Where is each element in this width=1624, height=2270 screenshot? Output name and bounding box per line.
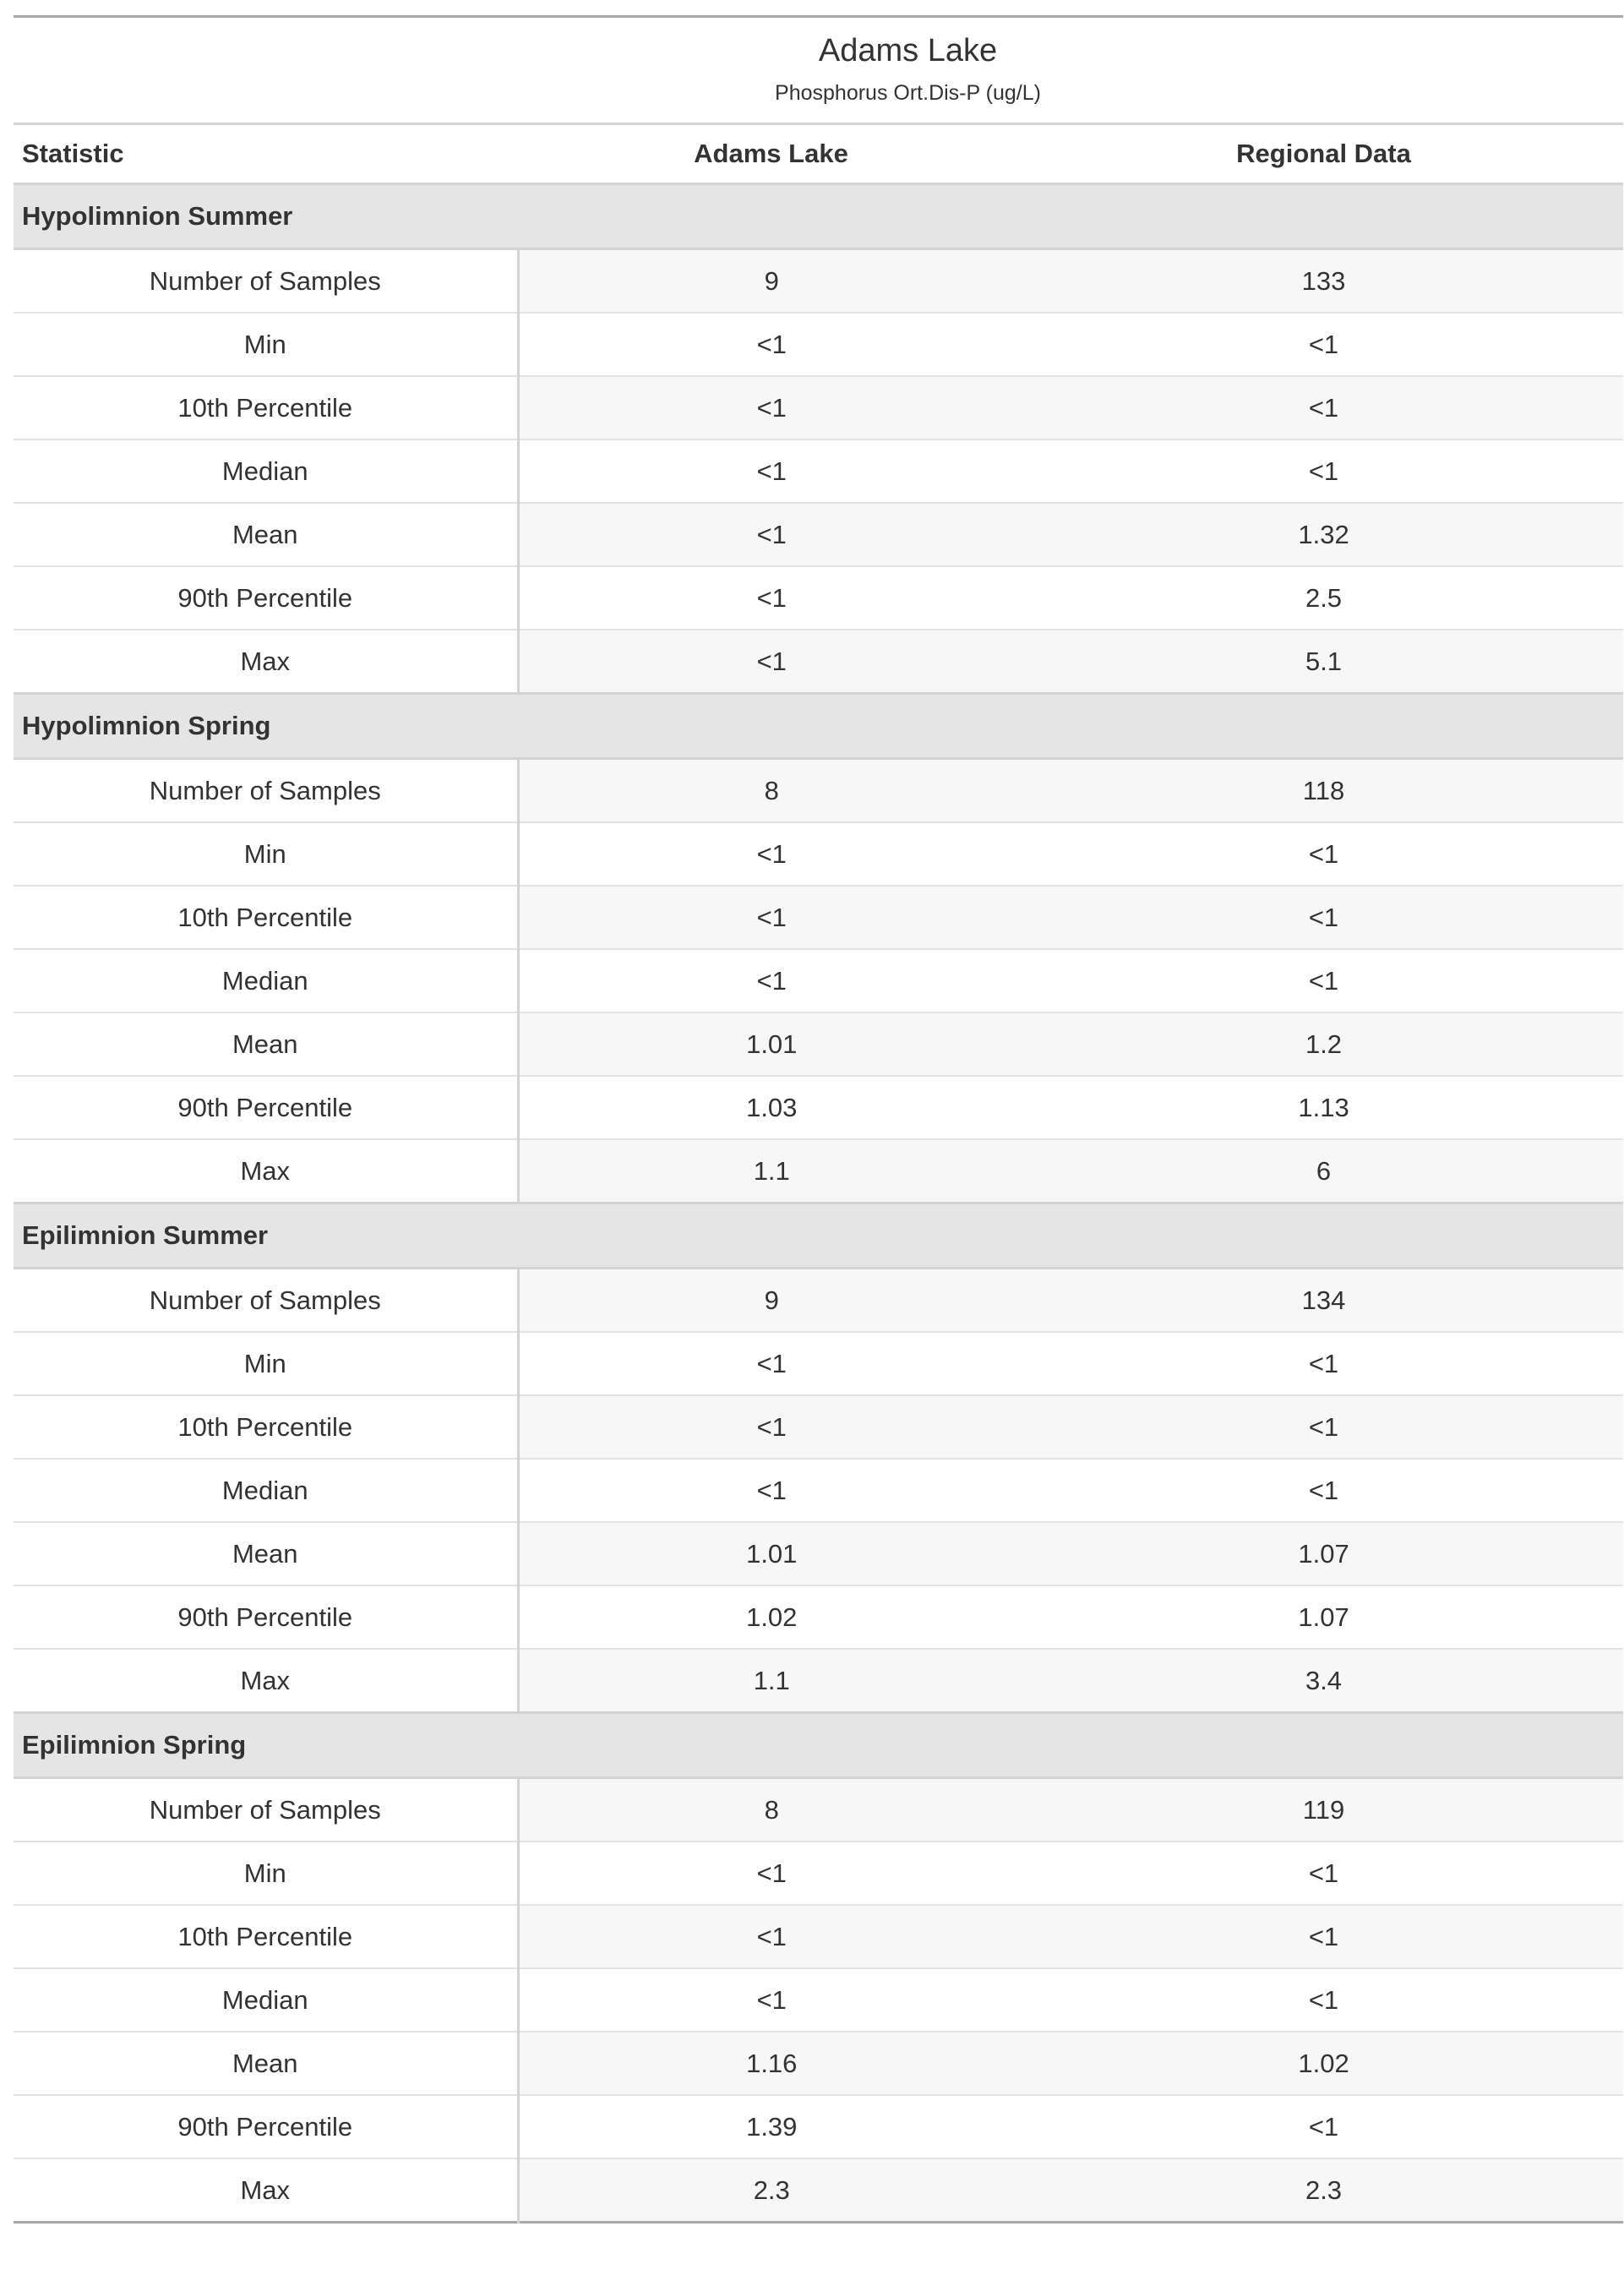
regional-value-cell: 3.4	[1024, 1649, 1623, 1713]
group-header-row	[14, 1713, 1623, 1778]
table-row	[14, 1012, 1623, 1076]
regional-value-cell: <1	[1024, 1395, 1623, 1459]
statistic-cell: Median	[14, 439, 518, 503]
statistic-cell: Number of Samples	[14, 759, 518, 823]
statistic-cell: Max	[14, 1649, 518, 1713]
statistic-cell: Number of Samples	[14, 1778, 518, 1842]
lake-value-cell: 2.3	[518, 2158, 1024, 2223]
statistic-cell: Mean	[14, 503, 518, 566]
table-row	[14, 1459, 1623, 1522]
regional-value-cell: <1	[1024, 1332, 1623, 1395]
regional-value-cell: <1	[1024, 439, 1623, 503]
lake-value-cell: <1	[518, 1395, 1024, 1459]
table-title: Adams Lake	[818, 33, 998, 68]
table-row	[14, 2032, 1623, 2095]
regional-value-cell: <1	[1024, 1968, 1623, 2032]
regional-value-cell: 6	[1024, 1139, 1623, 1203]
lake-value-cell: 1.16	[518, 2032, 1024, 2095]
statistic-cell: 10th Percentile	[14, 886, 518, 949]
lake-value-cell: 1.01	[518, 1522, 1024, 1585]
table-row	[14, 886, 1623, 949]
statistic-cell: Min	[14, 822, 518, 886]
regional-value-cell: 5.1	[1024, 630, 1623, 694]
regional-value-cell: 2.5	[1024, 566, 1623, 630]
lake-value-cell: <1	[518, 313, 1024, 376]
lake-value-cell: <1	[518, 376, 1024, 439]
stats-table	[14, 15, 1623, 2224]
statistic-cell: 90th Percentile	[14, 1585, 518, 1649]
regional-value-cell: 118	[1024, 759, 1623, 823]
statistic-cell: Mean	[14, 2032, 518, 2095]
lake-value-cell: <1	[518, 1968, 1024, 2032]
table-row	[14, 1076, 1623, 1139]
regional-value-cell: <1	[1024, 2095, 1623, 2158]
table-row	[14, 1585, 1623, 1649]
table-row	[14, 1968, 1623, 2032]
statistic-cell: Max	[14, 1139, 518, 1203]
lake-value-cell: 9	[518, 249, 1024, 314]
column-header-statistic: Statistic	[14, 124, 518, 184]
table-title-cell	[14, 17, 1623, 124]
lake-value-cell: 1.1	[518, 1649, 1024, 1713]
statistic-cell: 90th Percentile	[14, 566, 518, 630]
table-row	[14, 503, 1623, 566]
regional-value-cell: 1.2	[1024, 1012, 1623, 1076]
lake-value-cell: 1.39	[518, 2095, 1024, 2158]
statistic-cell: Min	[14, 1842, 518, 1905]
regional-value-cell: <1	[1024, 886, 1623, 949]
table-row	[14, 2158, 1623, 2223]
table-body	[14, 184, 1623, 2223]
lake-value-cell: 9	[518, 1269, 1024, 1333]
statistic-cell: 10th Percentile	[14, 1395, 518, 1459]
table-row	[14, 1649, 1623, 1713]
table-title-row	[14, 17, 1623, 124]
regional-value-cell: 1.13	[1024, 1076, 1623, 1139]
regional-value-cell: <1	[1024, 1842, 1623, 1905]
table-row	[14, 313, 1623, 376]
table-row	[14, 630, 1623, 694]
regional-value-cell: 133	[1024, 249, 1623, 314]
lake-value-cell: <1	[518, 439, 1024, 503]
regional-value-cell: 119	[1024, 1778, 1623, 1842]
table-row	[14, 566, 1623, 630]
lake-value-cell: 8	[518, 759, 1024, 823]
stats-table-container	[14, 15, 1623, 2224]
lake-value-cell: <1	[518, 503, 1024, 566]
lake-value-cell: 1.03	[518, 1076, 1024, 1139]
group-header-row	[14, 694, 1623, 759]
lake-value-cell: <1	[518, 630, 1024, 694]
regional-value-cell: 134	[1024, 1269, 1623, 1333]
column-header-lake: Adams Lake	[518, 124, 1024, 184]
group-label: Hypolimnion Spring	[14, 694, 1623, 759]
group-label: Hypolimnion Summer	[14, 184, 1623, 249]
regional-value-cell: <1	[1024, 1905, 1623, 1968]
lake-value-cell: 8	[518, 1778, 1024, 1842]
table-row	[14, 949, 1623, 1012]
column-header-row	[14, 124, 1623, 184]
statistic-cell: 10th Percentile	[14, 1905, 518, 1968]
statistic-cell: 90th Percentile	[14, 2095, 518, 2158]
lake-value-cell: <1	[518, 1842, 1024, 1905]
lake-value-cell: 1.1	[518, 1139, 1024, 1203]
table-row	[14, 249, 1623, 314]
regional-value-cell: 1.07	[1024, 1522, 1623, 1585]
table-row	[14, 1395, 1623, 1459]
table-subtitle: Phosphorus Ort.Dis-P (ug/L)	[775, 81, 1041, 105]
regional-value-cell: 1.07	[1024, 1585, 1623, 1649]
regional-value-cell: 1.02	[1024, 2032, 1623, 2095]
lake-value-cell: <1	[518, 566, 1024, 630]
statistic-cell: Min	[14, 313, 518, 376]
statistic-cell: Median	[14, 1459, 518, 1522]
statistic-cell: Median	[14, 949, 518, 1012]
statistic-cell: Median	[14, 1968, 518, 2032]
group-header-row	[14, 1203, 1623, 1269]
statistic-cell: Max	[14, 2158, 518, 2223]
regional-value-cell: <1	[1024, 376, 1623, 439]
statistic-cell: Number of Samples	[14, 1269, 518, 1333]
table-row	[14, 822, 1623, 886]
table-row	[14, 1139, 1623, 1203]
lake-value-cell: <1	[518, 1905, 1024, 1968]
table-row	[14, 1269, 1623, 1333]
group-header-row	[14, 184, 1623, 249]
table-row	[14, 439, 1623, 503]
regional-value-cell: <1	[1024, 1459, 1623, 1522]
regional-value-cell: <1	[1024, 949, 1623, 1012]
lake-value-cell: <1	[518, 822, 1024, 886]
table-row	[14, 1522, 1623, 1585]
lake-value-cell: <1	[518, 1332, 1024, 1395]
table-row	[14, 1332, 1623, 1395]
regional-value-cell: <1	[1024, 313, 1623, 376]
statistic-cell: 10th Percentile	[14, 376, 518, 439]
lake-value-cell: 1.02	[518, 1585, 1024, 1649]
table-row	[14, 759, 1623, 823]
column-header-regional: Regional Data	[1024, 124, 1623, 184]
statistic-cell: Min	[14, 1332, 518, 1395]
regional-value-cell: <1	[1024, 822, 1623, 886]
lake-value-cell: <1	[518, 949, 1024, 1012]
statistic-cell: 90th Percentile	[14, 1076, 518, 1139]
group-label: Epilimnion Spring	[14, 1713, 1623, 1778]
lake-value-cell: <1	[518, 1459, 1024, 1522]
statistic-cell: Mean	[14, 1522, 518, 1585]
lake-value-cell: 1.01	[518, 1012, 1024, 1076]
group-label: Epilimnion Summer	[14, 1203, 1623, 1269]
lake-value-cell: <1	[518, 886, 1024, 949]
statistic-cell: Number of Samples	[14, 249, 518, 314]
statistic-cell: Mean	[14, 1012, 518, 1076]
table-row	[14, 376, 1623, 439]
table-row	[14, 1905, 1623, 1968]
regional-value-cell: 1.32	[1024, 503, 1623, 566]
statistic-cell: Max	[14, 630, 518, 694]
table-row	[14, 1778, 1623, 1842]
regional-value-cell: 2.3	[1024, 2158, 1623, 2223]
table-row	[14, 2095, 1623, 2158]
table-row	[14, 1842, 1623, 1905]
